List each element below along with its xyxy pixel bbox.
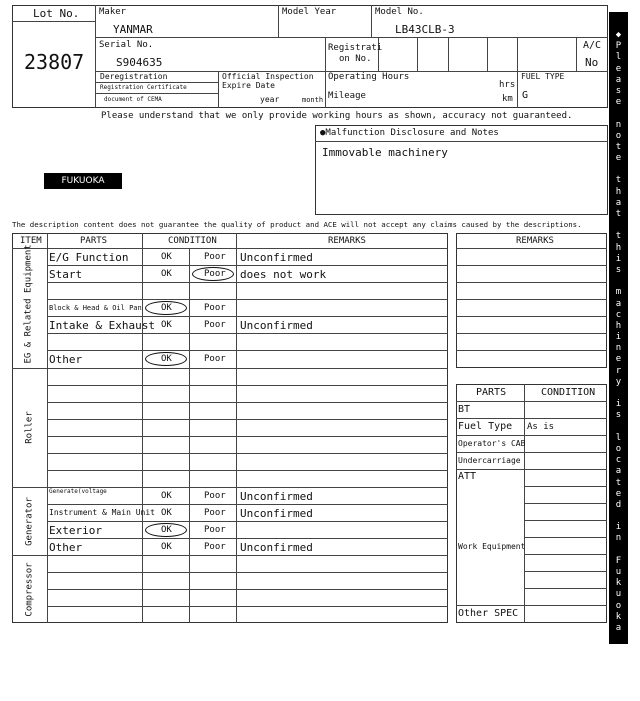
divider — [456, 401, 607, 402]
fuel-type-label: FUEL TYPE — [521, 72, 565, 81]
deregistration-label: Deregistration — [100, 72, 168, 81]
sidebar-char: s — [615, 264, 622, 275]
remark-eg-function: Unconfirmed — [240, 251, 313, 264]
fuel-type-row-label: Fuel Type — [458, 421, 513, 432]
ok-intake: OK — [161, 320, 172, 330]
part-other-eg: Other — [49, 353, 83, 366]
poor-other-eg: Poor — [204, 354, 226, 364]
part-intake: Intake & Exhaust — [49, 319, 155, 332]
divider — [487, 37, 488, 71]
section-roller: Roller — [24, 411, 35, 444]
section-compressor: Compressor — [24, 562, 35, 617]
poor-other-gen: Poor — [204, 542, 226, 552]
other-spec-label: Other SPEC — [458, 608, 519, 619]
sidebar-char: u — [615, 589, 622, 600]
condition-header: CONDITION — [168, 236, 217, 246]
registration-label-2: on No. — [339, 54, 372, 64]
km-unit: km — [502, 94, 513, 104]
divider — [456, 265, 607, 266]
divider — [47, 453, 448, 454]
divider — [47, 572, 448, 573]
part-exterior: Exterior — [49, 524, 102, 537]
divider — [47, 606, 448, 607]
divider — [95, 82, 218, 83]
location-badge: FUKUOKA — [44, 173, 122, 189]
divider — [524, 588, 607, 589]
divider — [456, 333, 607, 334]
divider — [47, 350, 448, 351]
lot-no-label: Lot No. — [33, 7, 80, 20]
ok-other-eg-circle — [145, 352, 187, 366]
divider — [456, 282, 607, 283]
ok-gen-voltage: OK — [161, 491, 172, 501]
poor-block: Poor — [204, 303, 226, 313]
divider — [47, 470, 448, 471]
sidebar-char: e — [615, 354, 622, 365]
divider — [47, 402, 448, 403]
poor-instrument: Poor — [204, 508, 226, 518]
divider — [218, 71, 219, 108]
right-condition-header: CONDITION — [541, 387, 596, 398]
sidebar-char: i — [615, 399, 622, 410]
poor-gen-voltage: Poor — [204, 491, 226, 501]
sidebar-char: r — [615, 667, 622, 678]
divider — [456, 452, 607, 453]
sidebar-char: n — [615, 533, 622, 544]
operators-cab-label: Operator's CAB — [458, 439, 526, 448]
sidebar-char: n — [615, 343, 622, 354]
fuel-type-row-value: As is — [527, 422, 555, 432]
sidebar-char: o — [615, 600, 622, 611]
divider — [47, 521, 448, 522]
section-generator: Generator — [24, 497, 35, 546]
sidebar-char: F — [615, 555, 622, 566]
divider — [47, 316, 448, 317]
sidebar-char — [609, 220, 628, 231]
divider — [456, 605, 607, 606]
sidebar-char: u — [615, 567, 622, 577]
malfunction-box — [315, 125, 608, 215]
serial-no-value: S904635 — [116, 56, 163, 69]
part-other-gen: Other — [49, 541, 83, 554]
right-remarks-table — [456, 233, 607, 368]
hours-notice: Please understand that we only provide working hours as shown, accuracy not guaranteed. — [101, 111, 573, 121]
divider — [95, 93, 218, 94]
divider — [417, 37, 418, 71]
right-remarks-header: REMARKS — [516, 236, 554, 246]
divider — [524, 520, 607, 521]
divider — [576, 37, 577, 71]
part-block: Block & Head & Oil Pan — [49, 304, 142, 312]
divider — [456, 299, 607, 300]
sidebar-char: k — [615, 611, 622, 622]
condition-table — [12, 233, 448, 623]
sidebar-char: d — [615, 678, 622, 689]
sidebar-char: h — [615, 186, 622, 197]
ac-label: A/C — [583, 40, 602, 51]
sidebar-char: t — [615, 477, 622, 488]
serial-no-label: Serial No. — [99, 40, 154, 50]
divider — [47, 265, 448, 266]
divider — [524, 554, 607, 555]
ok-exterior: OK — [161, 525, 172, 535]
divider — [236, 233, 237, 623]
divider — [524, 486, 607, 487]
divider — [456, 248, 607, 249]
document-cema-label: document of CEMA — [104, 96, 162, 103]
remarks-header: REMARKS — [328, 236, 366, 246]
divider — [371, 5, 372, 37]
sidebar-char: ◆ — [615, 30, 622, 40]
sidebar-char: s — [615, 410, 622, 421]
bt-label: BT — [458, 404, 471, 415]
registration-certificate-label: Registration Certificate — [100, 84, 187, 91]
ac-value: No — [585, 56, 599, 69]
hrs-unit: hrs — [499, 80, 516, 90]
sidebar-char — [609, 388, 628, 399]
sidebar-char: e — [615, 63, 622, 74]
poor-intake: Poor — [204, 320, 226, 330]
att-label: ATT — [458, 471, 477, 482]
poor-eg-function: Poor — [204, 252, 226, 262]
undercarriage-label: Undercarriage — [458, 456, 521, 465]
remark-instrument: Unconfirmed — [240, 507, 313, 520]
sidebar-char: y — [615, 376, 622, 387]
divider — [12, 248, 448, 249]
inspection-label: Official Inspection — [222, 72, 314, 81]
lot-number: 23807 — [24, 50, 85, 74]
malfunction-title: ●Malfunction Disclosure and Notes — [320, 128, 499, 138]
model-no-label: Model No. — [375, 7, 424, 17]
model-no-value: LB43CLB-3 — [395, 23, 455, 36]
poor-start: Poor — [204, 269, 226, 279]
remark-other-gen: Unconfirmed — [240, 541, 313, 554]
divider — [456, 418, 607, 419]
ok-instrument: OK — [161, 508, 172, 518]
sidebar-char: e — [615, 97, 622, 108]
sidebar-char: i — [615, 253, 622, 264]
sidebar-char: t — [615, 175, 622, 186]
mileage-label: Mileage — [328, 91, 366, 101]
divider — [12, 555, 448, 556]
sidebar-char: o — [615, 443, 622, 454]
sidebar-char — [609, 511, 628, 522]
ok-exterior-circle — [145, 523, 187, 537]
sidebar-char: c — [615, 309, 622, 320]
maker-value: YANMAR — [113, 23, 153, 36]
disclaimer: The description content does not guarantee the quality of product and ACE will not accept any claims caused by the descriptions. — [12, 220, 582, 229]
sidebar-char: n — [615, 119, 622, 130]
sidebar-text — [609, 30, 628, 701]
sidebar-char: a — [615, 656, 622, 667]
divider — [47, 436, 448, 437]
month-label: month — [302, 96, 324, 104]
fuel-type-value: G — [522, 90, 529, 101]
poor-exterior: Poor — [204, 525, 226, 535]
divider — [47, 419, 448, 420]
sidebar-char: m — [615, 287, 622, 298]
sidebar-char: h — [615, 242, 622, 253]
divider — [524, 537, 607, 538]
sidebar-char — [609, 545, 628, 556]
divider — [95, 37, 608, 38]
ok-other-gen: OK — [161, 542, 172, 552]
model-year-label: Model Year — [282, 7, 337, 17]
divider — [524, 503, 607, 504]
sidebar-char: P — [615, 41, 622, 52]
malfunction-text: Immovable machinery — [322, 146, 448, 159]
sidebar-char: h — [615, 320, 622, 331]
sidebar-char: a — [615, 298, 622, 309]
item-header: ITEM — [20, 236, 42, 246]
divider — [47, 233, 48, 623]
divider — [278, 5, 279, 37]
poor-start-circle — [192, 267, 234, 281]
divider — [448, 37, 449, 71]
sidebar-char: e — [615, 488, 622, 499]
remark-intake: Unconfirmed — [240, 319, 313, 332]
ok-block: OK — [161, 303, 172, 313]
divider — [456, 316, 607, 317]
sidebar-char — [609, 108, 628, 119]
divider — [456, 350, 607, 351]
ok-eg-function: OK — [161, 252, 172, 262]
sidebar-char: i — [615, 332, 622, 343]
sidebar-char: r — [615, 365, 622, 376]
registration-label: Registrati — [328, 43, 383, 53]
part-gen-voltage: Generate(voltage — [49, 488, 107, 495]
divider — [47, 385, 448, 386]
sidebar-char — [609, 164, 628, 175]
part-eg-function: E/G Function — [49, 251, 129, 264]
ok-start: OK — [161, 269, 172, 279]
sidebar-char: ◆ — [615, 690, 622, 701]
divider — [456, 469, 607, 470]
operating-hours-label: Operating Hours — [328, 72, 410, 82]
sidebar-char: o — [615, 130, 622, 141]
sidebar-char: t — [615, 209, 622, 219]
inspection-label-2: Expire Date — [222, 81, 275, 90]
sidebar-char: a — [615, 197, 622, 208]
remark-gen-voltage: Unconfirmed — [240, 490, 313, 503]
divider — [12, 368, 448, 369]
divider — [47, 589, 448, 590]
sidebar-char: l — [615, 52, 622, 63]
sidebar-char: c — [615, 455, 622, 466]
maker-label: Maker — [99, 7, 127, 17]
divider — [315, 141, 608, 142]
divider — [47, 299, 448, 300]
parts-header: PARTS — [80, 236, 108, 246]
section-eg: EG & Related Equipment — [23, 244, 34, 364]
sidebar-char — [609, 634, 628, 645]
sidebar-char: d — [615, 499, 622, 510]
sidebar-char: i — [615, 522, 622, 533]
divider — [47, 282, 448, 283]
divider — [517, 37, 518, 108]
sidebar-char: k — [615, 578, 622, 589]
sidebar-char — [609, 422, 628, 433]
sidebar-char — [609, 276, 628, 287]
sidebar-char: a — [615, 622, 622, 633]
sidebar-char: t — [615, 141, 622, 152]
part-instrument: Instrument & Main Unit — [49, 508, 155, 517]
divider — [47, 504, 448, 505]
divider — [47, 333, 448, 334]
remark-start: does not work — [240, 268, 327, 281]
divider — [47, 538, 448, 539]
sidebar-char: Y — [615, 645, 622, 656]
sidebar-char: e — [615, 153, 622, 164]
divider — [456, 435, 607, 436]
divider — [12, 21, 95, 22]
work-equipment-label: Work Equipment — [458, 542, 526, 551]
divider — [524, 571, 607, 572]
divider — [142, 233, 143, 623]
ok-other-eg: OK — [161, 354, 172, 364]
location-sidebar — [609, 12, 628, 701]
sidebar-char: t — [615, 231, 622, 242]
sidebar-char: a — [615, 74, 622, 85]
year-label: year — [260, 95, 280, 104]
sidebar-char: s — [615, 85, 622, 96]
sidebar-char: a — [615, 466, 622, 477]
part-start: Start — [49, 268, 83, 281]
right-parts-header: PARTS — [476, 387, 507, 398]
ok-block-circle — [145, 301, 187, 315]
sidebar-char: l — [615, 432, 622, 443]
divider — [325, 37, 326, 108]
